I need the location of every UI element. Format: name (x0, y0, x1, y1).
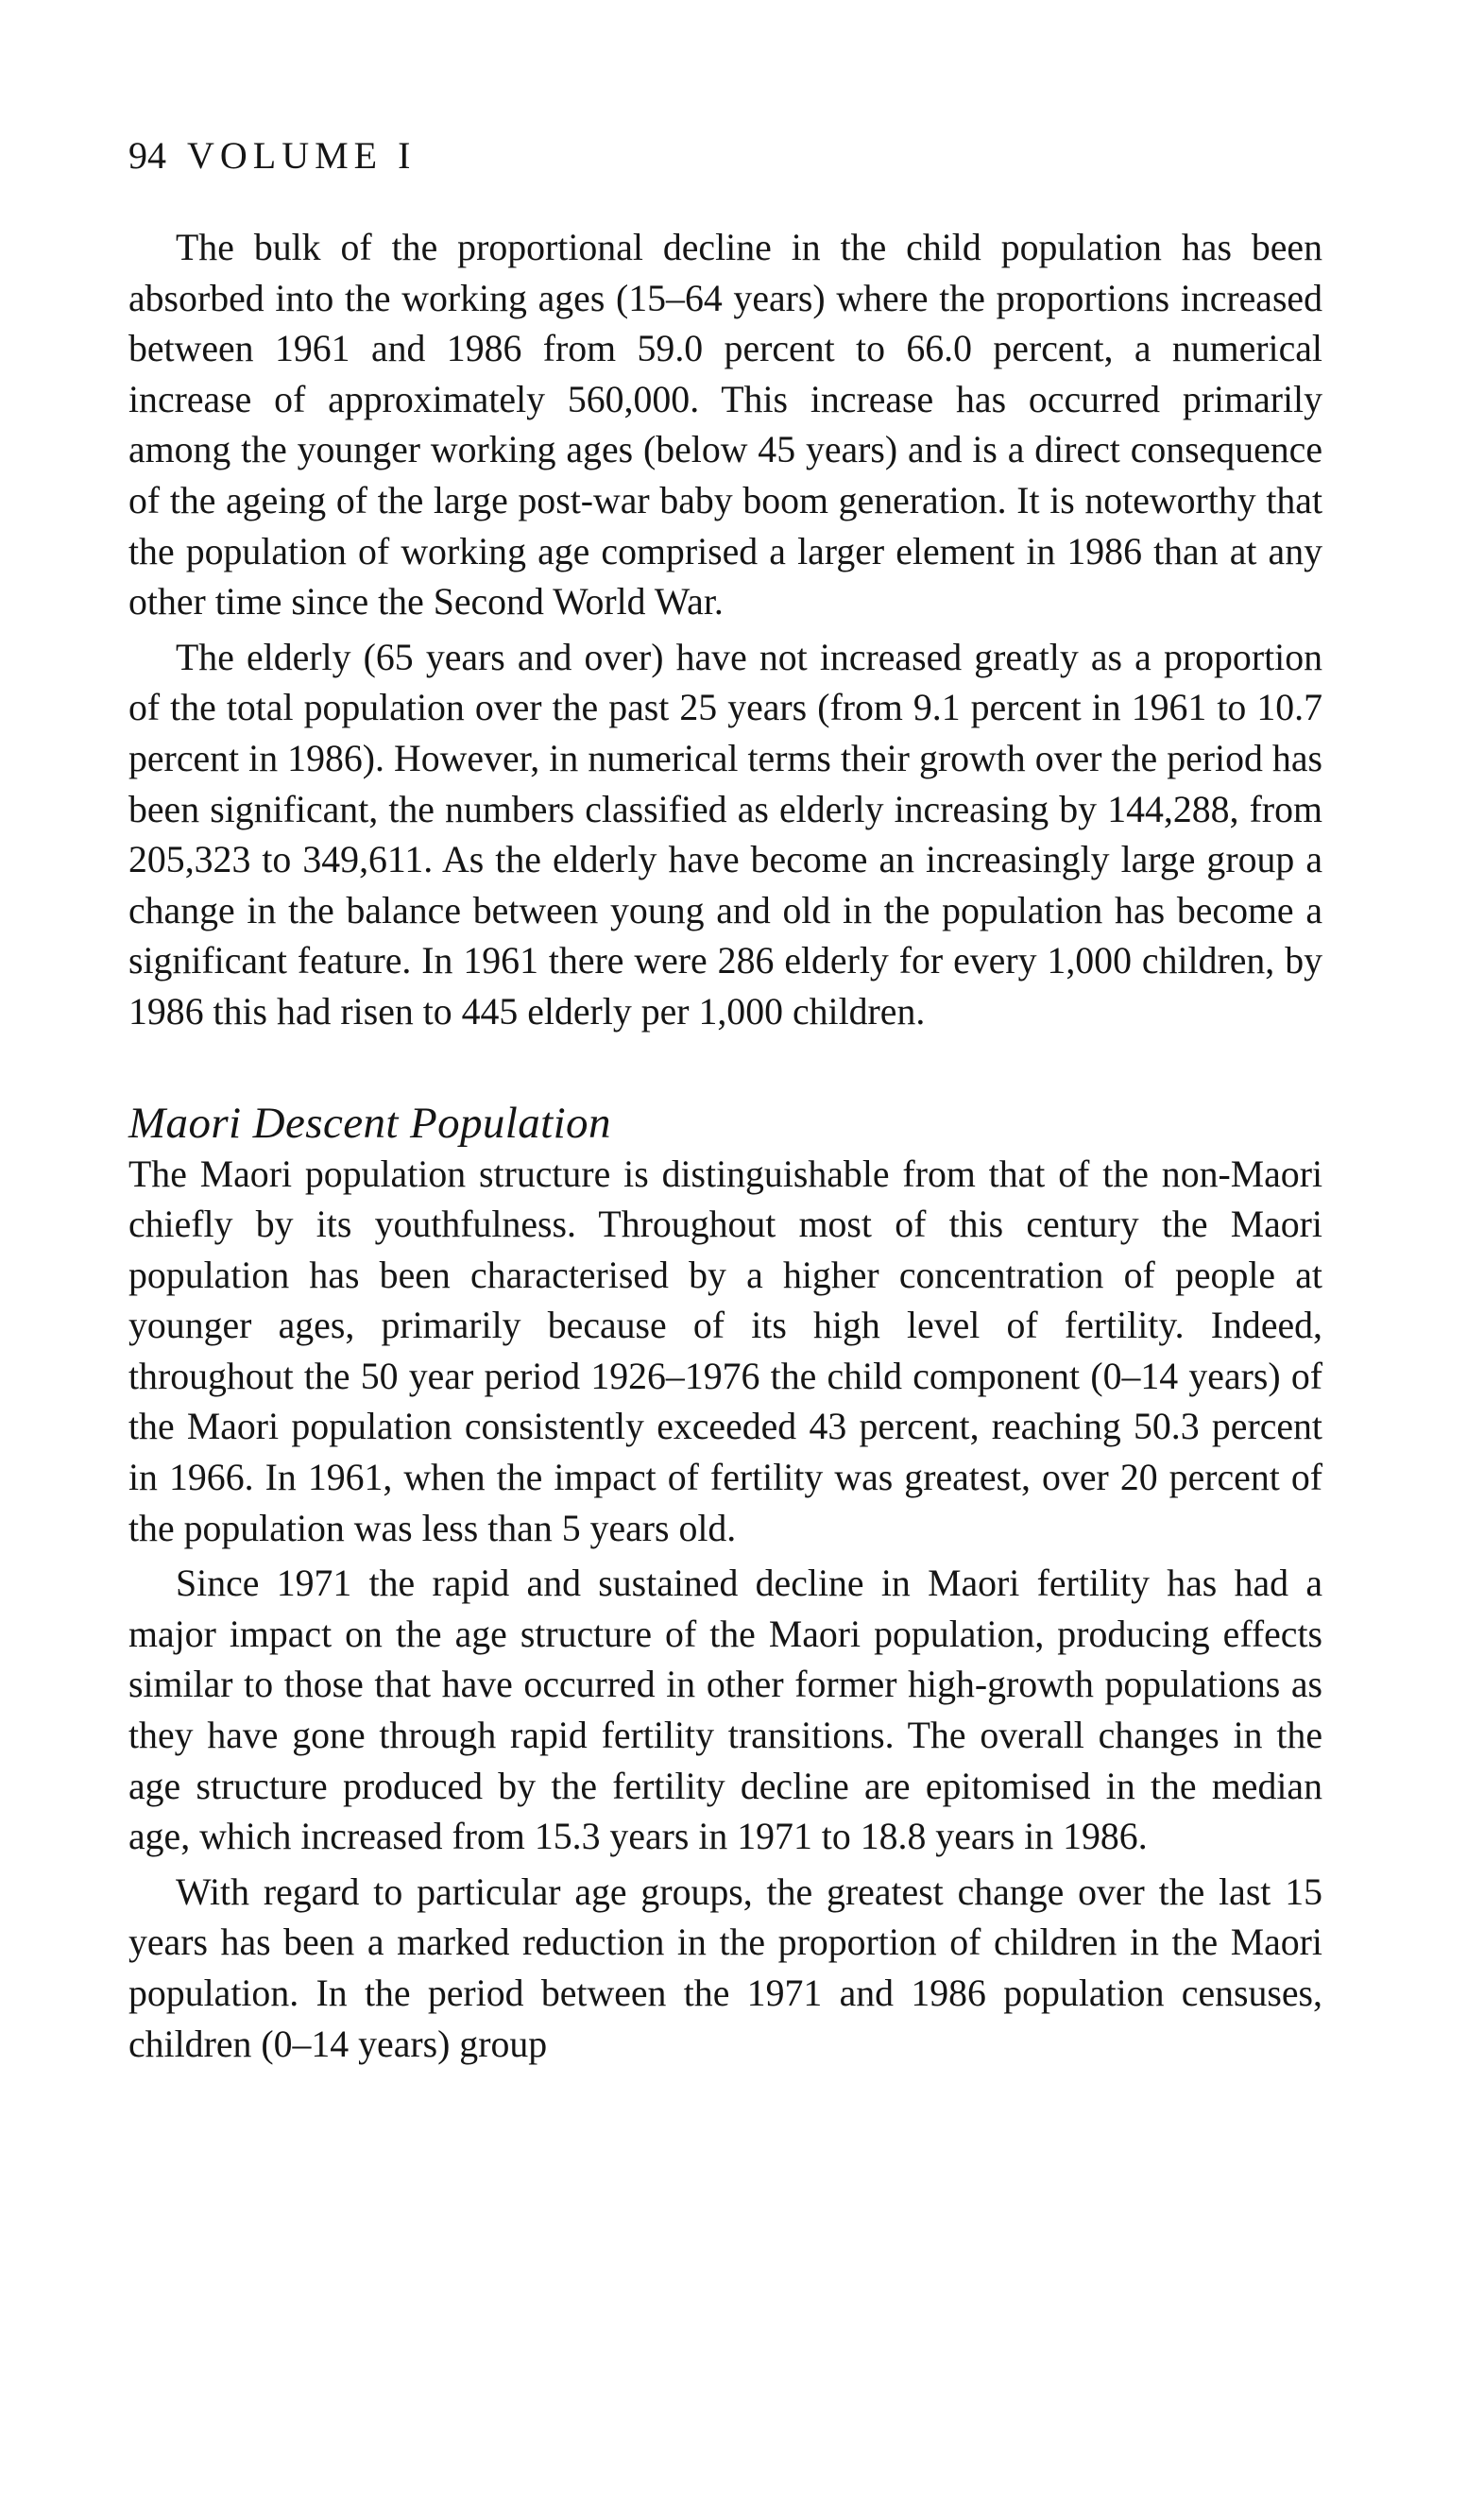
volume-label: VOLUME I (187, 134, 417, 177)
paragraph-fertility-decline: Since 1971 the rapid and sustained decline in Maori fertility has had a major impact on the age structure of the Maori population, producing effects similar to those that have occurred in other former high-growth populations as they have gone through rapid fertility transitions. The overall changes in the age structure produced by the fertility decline are epitomised in the median age, which increased from 15.3 years in 1971 to 18.8 years in 1986. (128, 1562, 1322, 1858)
running-head (128, 134, 417, 177)
section-heading: Maori Descent Population (128, 1098, 611, 1148)
body-text (128, 223, 1322, 2075)
paragraph-age-groups: With regard to particular age groups, the greatest change over the last 15 years has been a marked reduction in the proportion of children in the Maori population. In the period between the 1971 and 1986 population censuses, children (0–14 years) group (128, 1870, 1322, 2065)
paragraph-working-ages: The bulk of the proportional decline in the child population has been absorbed into the working ages (15–64 years) where the proportions increased between 1961 and 1986 from 59.0 percent to 66.0 percent, a numerical increase of approximately 560,000. This increase has occurred primarily among the younger working ages (below 45 years) and is a direct consequence of the ageing of the large post-war baby boom generation. It is noteworthy that the population of working age comprised a larger element in 1986 than at any other time since the Second World War. (128, 227, 1322, 623)
paragraph-maori-structure: The Maori population structure is distinguishable from that of the non-Maori chiefly by its youthfulness. Throughout most of this century the Maori population has been characterised by a higher concentration of people at younger ages, primarily because of its high level of fertility. Indeed, throughout the 50 year period 1926–1976 the child component (0–14 years) of the Maori population consistently exceeded 43 percent, reaching 50.3 percent in 1966. In 1961, when the impact of fertility was greatest, over 20 percent of the population was less than 5 years old. (128, 1153, 1322, 1549)
page-number: 94 (128, 134, 166, 177)
paragraph-elderly: The elderly (65 years and over) have not increased greatly as a proportion of the total population over the past 25 years (from 9.1 percent in 1961 to 10.7 percent in 1986). However, in numerical terms their growth over the period has been significant, the numbers classified as elderly increasing by 144,288, from 205,323 to 349,611. As the elderly have become an increasingly large group a change in the balance between young and old in the population has become a significant feature. In 1961 there were 286 elderly for every 1,000 children, by 1986 this had risen to 445 elderly per 1,000 children. (128, 636, 1322, 1033)
